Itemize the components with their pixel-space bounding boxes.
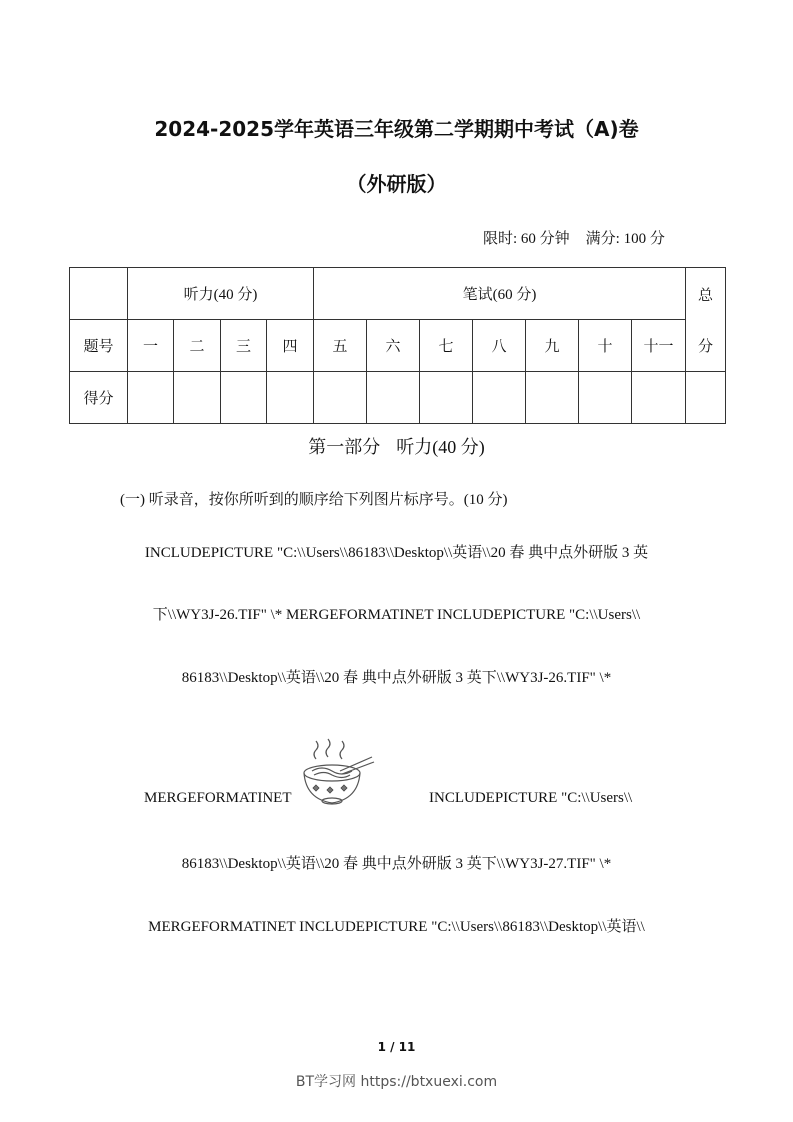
score-cell: [420, 372, 473, 424]
score-table: [69, 267, 726, 424]
score-cell: [367, 372, 420, 424]
question-number: 四: [267, 320, 314, 372]
part-title: [0, 433, 793, 459]
field-code-line: 86183\\Desktop\\英语\\20 春 典中点外研版 3 英下\\WY3J-27.TIF" \*: [181, 856, 612, 872]
question-number: 三: [221, 320, 267, 372]
field-code-line: INCLUDEPICTURE "C:\\Users\\: [429, 790, 633, 806]
score-cell: [314, 372, 367, 424]
score-cell: [267, 372, 314, 424]
score-cell: [526, 372, 579, 424]
question-number: 二: [174, 320, 221, 372]
question-number: 六: [367, 320, 420, 372]
score-cell: [632, 372, 686, 424]
field-code-line: 86183\\Desktop\\英语\\20 春 典中点外研版 3 英下\\WY3J-26.TIF" \*: [181, 670, 612, 686]
total-bottom: 分: [698, 338, 714, 355]
part-name: 第一部分: [308, 437, 381, 457]
noodle-bowl-image: [300, 737, 378, 807]
score-cell: [221, 372, 267, 424]
field-code-line: 下\\WY3J-26.TIF" \* MERGEFORMATINET INCLUDEPICTURE "C:\\Users\\: [152, 607, 641, 623]
question-number: 一: [128, 320, 174, 372]
section-instruction: (一) 听录音，按你所听到的顺序给下列图片标序号。(10 分): [120, 492, 508, 508]
listening-header: 听力(40 分): [128, 268, 314, 320]
score-cell: [473, 372, 526, 424]
writing-header: 笔试(60 分): [314, 268, 686, 320]
field-code-line: MERGEFORMATINET INCLUDEPICTURE "C:\\Users\\86183\\Desktop\\英语\\: [148, 919, 645, 935]
score-cell: [579, 372, 632, 424]
score-label: 得分: [70, 372, 128, 424]
exam-limits: [483, 227, 681, 248]
total-header: [686, 268, 726, 372]
total-top: 总: [698, 287, 714, 304]
question-number: 十: [579, 320, 632, 372]
document-title: 2024-2025学年英语三年级第二学期期中考试（A)卷: [154, 117, 639, 141]
question-number: 八: [473, 320, 526, 372]
score-cell: [686, 372, 726, 424]
field-code-line: MERGEFORMATINET: [144, 790, 292, 806]
question-number: 五: [314, 320, 367, 372]
part-detail: 听力(40 分): [396, 437, 485, 457]
field-code-line: INCLUDEPICTURE "C:\\Users\\86183\\Desktop\\英语\\20 春 典中点外研版 3 英: [144, 545, 649, 561]
question-number: 九: [526, 320, 579, 372]
question-number: 十一: [632, 320, 686, 372]
score-cell: [174, 372, 221, 424]
footer-watermark: BT学习网 https://btxuexi.com: [295, 1074, 498, 1090]
page-number: 1 / 11: [377, 1040, 416, 1054]
full-score: 满分: 100 分: [585, 231, 665, 247]
time-limit: 限时: 60 分钟: [483, 231, 570, 247]
document-subtitle: （外研版）: [346, 172, 447, 196]
blank-header-cell: [70, 268, 128, 320]
question-label: 题号: [70, 320, 128, 372]
question-number: 七: [420, 320, 473, 372]
score-cell: [128, 372, 174, 424]
